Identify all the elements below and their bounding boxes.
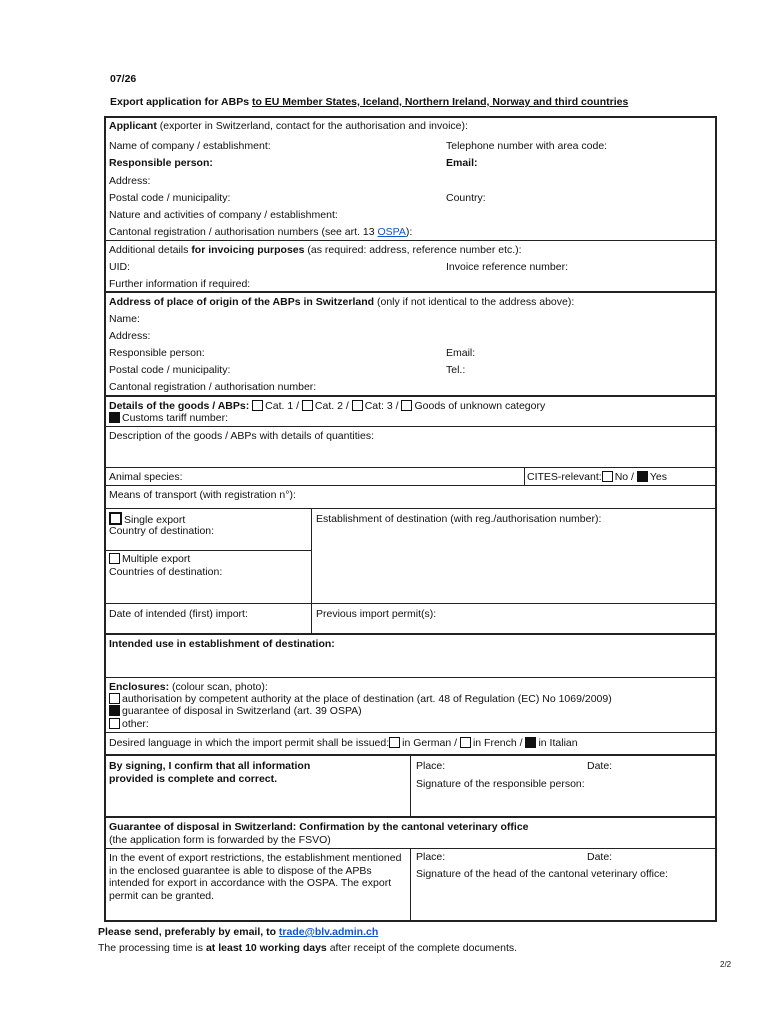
confirm-text-line2: provided is complete and correct.	[109, 773, 278, 785]
cites-yes-checkbox[interactable]	[637, 471, 648, 482]
origin-address-field[interactable]: Address:	[109, 330, 151, 342]
origin-email-field[interactable]: Email:	[446, 347, 476, 359]
guarantee-subheading: (the application form is forwarded by the FSVO)	[109, 834, 331, 846]
time-prefix: The processing time is	[98, 942, 206, 954]
guarantee-date-field[interactable]: Date:	[587, 851, 613, 863]
invoicing-bold: for invoicing purposes	[191, 244, 305, 256]
unknown-category-label: Goods of unknown category	[414, 400, 546, 412]
country-field[interactable]: Country:	[446, 192, 486, 204]
divider	[104, 426, 717, 427]
transport-field[interactable]: Means of transport (with registration n°):	[109, 489, 296, 501]
cantonal-registration-field[interactable]	[109, 226, 412, 238]
confirm-date-field[interactable]: Date:	[587, 760, 613, 772]
origin-postal-field[interactable]: Postal code / municipality:	[109, 364, 231, 376]
country-destination-field[interactable]: Country of destination:	[109, 525, 215, 537]
time-suffix: after receipt of the complete documents.	[326, 942, 518, 954]
table-top-border	[104, 116, 717, 118]
enclosures-heading	[109, 681, 268, 693]
applicant-heading-rest: (exporter in Switzerland, contact for the authorisation and invoice):	[156, 120, 468, 132]
origin-cantonal-field[interactable]: Cantonal registration / authorisation number:	[109, 381, 317, 393]
enclosure-item	[109, 718, 149, 730]
applicant-heading	[109, 120, 468, 132]
origin-heading	[109, 296, 574, 308]
guarantee-checkbox[interactable]	[109, 705, 120, 716]
enclosure-item	[109, 693, 612, 705]
multiple-export-row	[109, 553, 190, 565]
goods-row	[109, 400, 545, 412]
cat1-checkbox[interactable]	[252, 400, 263, 411]
origin-tel-field[interactable]: Tel.:	[446, 364, 466, 376]
invoicing-heading	[109, 244, 522, 256]
confirm-signature-field[interactable]: Signature of the responsible person:	[416, 778, 585, 790]
divider	[104, 467, 717, 468]
enclosures-heading-bold: Enclosures:	[109, 681, 170, 693]
divider	[311, 508, 312, 634]
address-field[interactable]: Address:	[109, 175, 151, 187]
guarantee-text: In the event of export restrictions, the establishment mentioned in the enclosed guarantee is able to dispose of the APBs intended for export in accordance with the OSPA. The export permit can be granted.	[109, 852, 402, 902]
multiple-export-checkbox[interactable]	[109, 553, 120, 564]
species-field[interactable]: Animal species:	[109, 471, 183, 483]
table-right-border	[715, 116, 717, 922]
single-export-label: Single export	[124, 514, 186, 526]
intended-use-field[interactable]: Intended use in establishment of destination:	[109, 638, 335, 650]
enclosure-guarantee-label: guarantee of disposal in Switzerland (art. 39 OSPA)	[122, 705, 362, 717]
confirm-place-field[interactable]: Place:	[416, 760, 446, 772]
email-link[interactable]: trade@blv.admin.ch	[278, 926, 379, 938]
divider	[104, 633, 717, 635]
divider	[104, 603, 717, 604]
cat2-label: Cat. 2 /	[314, 400, 349, 412]
customs-checkbox[interactable]	[109, 412, 120, 423]
description-field[interactable]: Description of the goods / ABPs with details of quantities:	[109, 430, 374, 442]
guarantee-signature-field[interactable]: Signature of the head of the cantonal veterinary office:	[416, 868, 668, 880]
telephone-field[interactable]: Telephone number with area code:	[446, 140, 608, 152]
form-code: 07/26	[110, 73, 137, 85]
email-field[interactable]: Email:	[446, 157, 478, 169]
divider	[104, 732, 717, 733]
enclosure-other-label: other:	[122, 718, 149, 730]
divider	[524, 467, 525, 485]
multiple-export-label: Multiple export	[122, 553, 191, 565]
cites-no-label: No /	[614, 471, 634, 483]
nature-field[interactable]: Nature and activities of company / establishment:	[109, 209, 338, 221]
divider	[104, 291, 717, 293]
enclosures-heading-rest: (colour scan, photo):	[169, 681, 268, 693]
origin-name-field[interactable]: Name:	[109, 313, 140, 325]
divider	[104, 508, 717, 509]
authorisation-checkbox[interactable]	[109, 693, 120, 704]
cat3-label: Cat: 3 /	[364, 400, 399, 412]
origin-responsible-field[interactable]: Responsible person:	[109, 347, 205, 359]
previous-permit-field[interactable]: Previous import permit(s):	[316, 608, 437, 620]
divider	[104, 240, 717, 241]
italian-label: in Italian	[538, 737, 578, 749]
other-checkbox[interactable]	[109, 718, 120, 729]
company-field[interactable]: Name of company / establishment:	[109, 140, 271, 152]
invoice-ref-field[interactable]: Invoice reference number:	[446, 261, 568, 273]
french-checkbox[interactable]	[460, 737, 471, 748]
further-info-field[interactable]: Further information if required:	[109, 278, 251, 290]
divider	[104, 677, 717, 678]
guarantee-heading: Guarantee of disposal in Switzerland: Confirmation by the cantonal veterinary office	[109, 821, 529, 833]
single-export-row	[109, 512, 185, 526]
origin-heading-rest: (only if not identical to the address above):	[374, 296, 575, 308]
uid-field[interactable]: UID:	[109, 261, 130, 273]
table-left-border	[104, 116, 106, 922]
confirm-text-line1: By signing, I confirm that all information	[109, 760, 311, 772]
italian-checkbox[interactable]	[525, 737, 536, 748]
responsible-field[interactable]: Responsible person:	[109, 157, 213, 169]
date-import-field[interactable]: Date of intended (first) import:	[109, 608, 248, 620]
countries-destination-field[interactable]: Countries of destination:	[109, 566, 223, 578]
page-title	[110, 96, 628, 108]
customs-label: Customs tariff number:	[122, 412, 229, 424]
origin-heading-bold: Address of place of origin of the ABPs in Switzerland	[109, 296, 375, 308]
cat3-checkbox[interactable]	[352, 400, 363, 411]
cat1-label: Cat. 1 /	[265, 400, 299, 412]
time-bold: at least 10 working days	[205, 942, 327, 954]
page-number: 2/2	[720, 960, 732, 969]
cites-label: CITES-relevant:	[527, 471, 602, 483]
goods-heading: Details of the goods / ABPs:	[109, 400, 250, 412]
german-label: in German /	[402, 737, 458, 749]
enclosure-authorisation-label: authorisation by competent authority at the place of destination (art. 48 of Regulation (EC) No 1069/2009)	[122, 693, 612, 705]
divider	[104, 395, 717, 397]
language-label: Desired language in which the import permit shall be issued:	[109, 737, 390, 749]
single-export-checkbox[interactable]	[109, 512, 122, 525]
send-instruction	[98, 926, 378, 938]
cat2-checkbox[interactable]	[302, 400, 313, 411]
invoicing-suffix: (as required: address, reference number etc.):	[304, 244, 522, 256]
customs-row	[109, 412, 228, 424]
cantonal-prefix: Cantonal registration / authorisation numbers (see art. 13	[109, 226, 378, 238]
enclosure-item	[109, 705, 362, 717]
guarantee-place-field[interactable]: Place:	[416, 851, 446, 863]
divider	[104, 550, 312, 551]
divider	[410, 755, 411, 817]
ospa-link[interactable]: OSPA	[377, 226, 406, 238]
title-suffix: to EU Member States, Iceland, Northern Ireland, Norway and third countries	[251, 96, 629, 108]
cites-row	[527, 471, 667, 483]
establishment-destination-field[interactable]: Establishment of destination (with reg./authorisation number):	[316, 513, 602, 525]
unknown-category-checkbox[interactable]	[401, 400, 412, 411]
divider	[104, 485, 717, 486]
invoicing-prefix: Additional details	[109, 244, 192, 256]
postal-field[interactable]: Postal code / municipality:	[109, 192, 231, 204]
french-label: in French /	[472, 737, 523, 749]
cantonal-suffix: ):	[405, 226, 413, 238]
divider	[410, 848, 411, 921]
language-row	[109, 737, 578, 749]
applicant-heading-bold: Applicant	[109, 120, 157, 132]
german-checkbox[interactable]	[389, 737, 400, 748]
cites-no-checkbox[interactable]	[602, 471, 613, 482]
processing-time	[98, 942, 517, 954]
send-prefix: Please send, preferably by email, to	[98, 926, 279, 938]
title-prefix: Export application for ABPs	[110, 96, 252, 108]
cites-yes-label: Yes	[649, 471, 668, 483]
